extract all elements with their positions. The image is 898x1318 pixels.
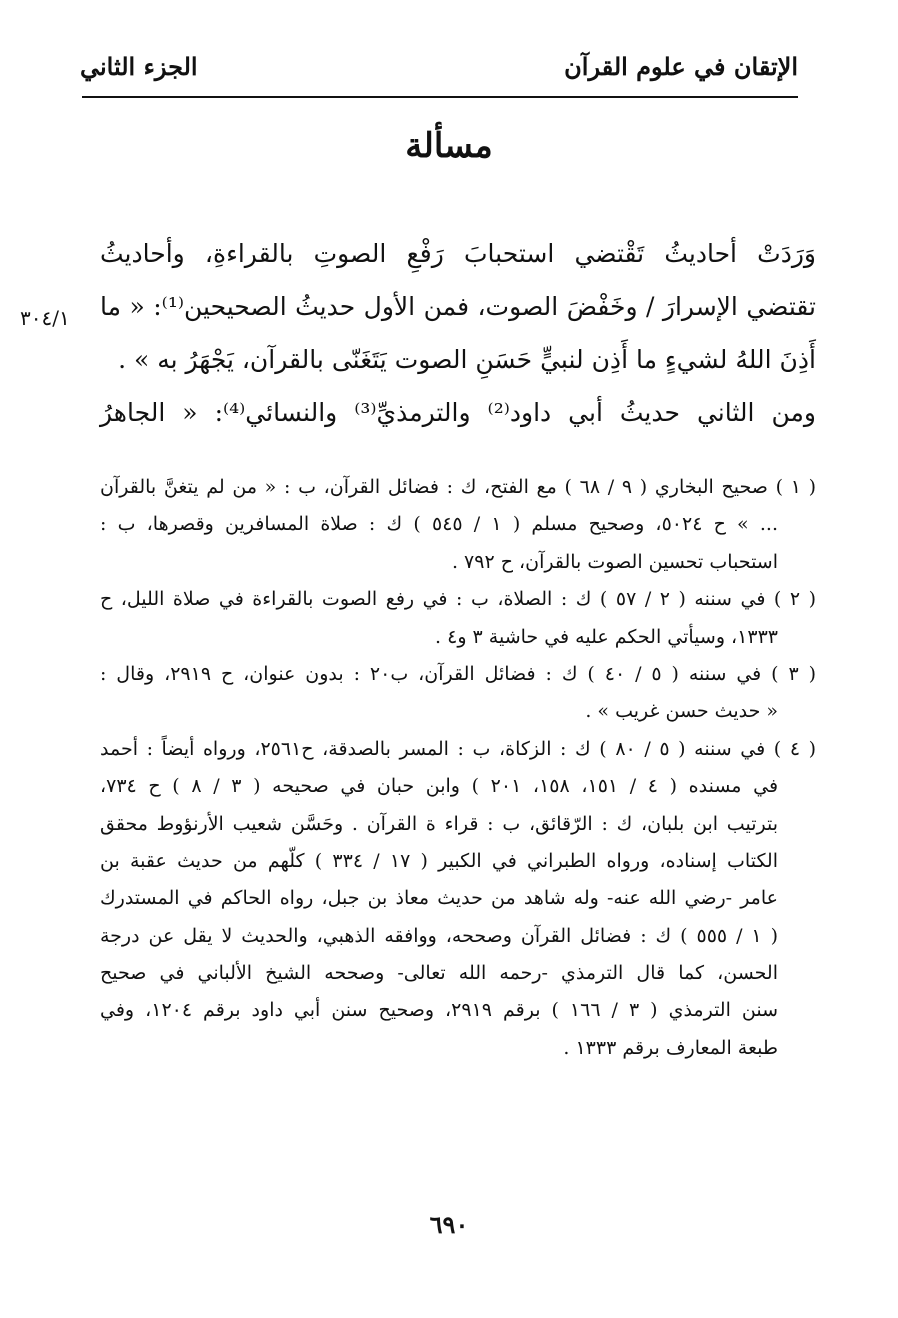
main-text-line: تقتضي الإسرارَ / وخَفْضَ الصوت، فمن الأول حديثُ الصحيحين⁽¹⁾: « ما <box>100 292 816 321</box>
footnote-line: ... » ح ٥٠٢٤، وصحيح مسلم ( ١ / ٥٤٥ ) ك : صلاة المسافرين وقصرها، ب : <box>100 513 778 536</box>
footnote-line: ( ٤ ) في سننه ( ٥ / ٨٠ ) ك : الزكاة، ب : المسر بالصدقة، ح٢٥٦١، ورواه أيضاً : أحمد <box>100 737 817 760</box>
footnote-line: بترتيب ابن بلبان، ك : الرّقائق، ب : قراء ة القرآن . وحَسَّن شعيب الأرنؤوط محقق <box>100 812 778 835</box>
main-text-line: أَذِنَ اللهُ لشيءٍ ما أَذِن لنبيٍّ حَسَنِ الصوت يَتَغَنّى بالقرآن، يَجْهَرُ به » . <box>118 345 816 374</box>
footnote-line: سنن الترمذي ( ٣ / ١٦٦ ) برقم ٢٩١٩، وصحيح سنن أبي داود برقم ١٢٠٤، وفي <box>100 999 778 1022</box>
footnote-line: طبعة المعارف برقم ١٣٣٣ . <box>563 1036 778 1059</box>
book-title: الإتقان في علوم القرآن <box>564 52 798 81</box>
footnote-line: ( ١ ) صحيح البخاري ( ٩ / ٦٨ ) مع الفتح، ك : فضائل القرآن، ب : « من لم يتغنَّ بالقرآن <box>100 476 817 498</box>
footnote-line: « حديث حسن غريب » . <box>585 700 778 723</box>
footnote-line: في مسنده ( ٤ / ١٥١، ١٥٨، ٢٠١ ) وابن حبان في صحيحه ( ٣ / ٨ ) ح ٧٣٤، <box>100 775 779 798</box>
footnote-line: ( ١ / ٥٥٥ ) ك : فضائل القرآن وصححه، ووافقه الذهبي، والحديث لا يقل عن درجة <box>100 924 778 947</box>
main-text-line: وَرَدَتْ أحاديثُ تَقْتضي استحبابَ رَفْعِ الصوتِ بالقراءةِ، وأحاديثُ <box>100 239 816 268</box>
footnote-line: الحسن، كما قال الترمذي -رحمه الله تعالى- وصححه الشيخ الألباني في صحيح <box>100 962 778 985</box>
running-header <box>80 52 798 92</box>
footnote-line: ١٣٣٣، وسيأتي الحكم عليه في حاشية ٣ و٤ . <box>435 625 778 648</box>
footnote-line: الكتاب إسناده، ورواه الطبراني في الكبير ( ١٧ / ٣٣٤ ) كلّهم من حديث عقبة بن <box>100 849 779 872</box>
footnotes <box>100 476 816 1074</box>
main-text-line: ومن الثاني حديثُ أبي داود⁽²⁾ والترمذيِّ⁽³⁾ والنسائي⁽⁴⁾: « الجاهرُ <box>100 398 816 427</box>
part-label: الجزء الثاني <box>80 52 198 81</box>
footnote-line: عامر -رضي الله عنه- وله شاهد من حديث معاذ بن جبل، رواه الحاكم في المستدرك <box>100 887 778 910</box>
margin-reference: ٣٠٤/١ <box>20 306 70 330</box>
page-number: ٦٩٠ <box>429 1210 469 1239</box>
footnote-line: ( ٣ ) في سننه ( ٥ / ٤٠ ) ك : فضائل القرآن، ب٢٠ : بدون عنوان، ح ٢٩١٩، وقال : <box>100 662 817 685</box>
main-text <box>100 240 816 452</box>
footnote-line: ( ٢ ) في سننه ( ٢ / ٥٧ ) ك : الصلاة، ب : في رفع الصوت بالقراءة في صلاة الليل، ح <box>100 588 817 611</box>
header-divider <box>82 96 798 98</box>
footnote-line: استحباب تحسين الصوت بالقرآن، ح ٧٩٢ . <box>451 550 778 573</box>
section-title: مسألة <box>405 126 493 166</box>
